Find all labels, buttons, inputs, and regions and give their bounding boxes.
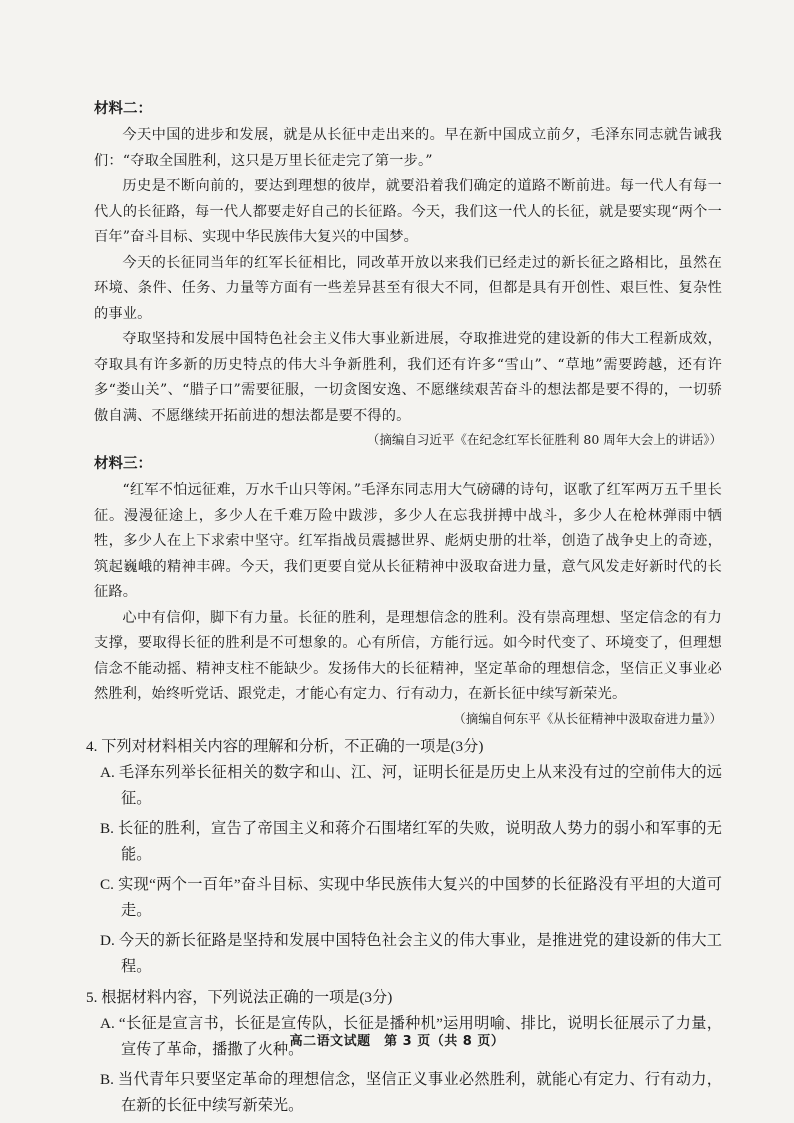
page-footer: 高二语文试题 第 3 页（共 8 页） <box>289 1034 505 1049</box>
material-two-source: （摘编自习近平《在纪念红军长征胜利 80 周年大会上的讲话》） <box>366 432 722 447</box>
material-three-section <box>94 453 722 730</box>
material-two-section <box>94 98 722 451</box>
material-two-paragraph: 夺取坚持和发展中国特色社会主义伟大事业新进展，夺取推进党的建设新的伟大工程新成效，夺取具有许多新的历史特点的伟大斗争新胜利，我们还有许多“雪山”、“草地”需要跨越，还有许多“娄山关”、“腊子口”需要征服，一切贪图安逸、不愿继续艰苦奋斗的想法都是要不得的，一切骄傲自满、不愿继续开拓前进的想法都是要不得的。 <box>94 331 722 424</box>
exam-page <box>86 98 722 1123</box>
question-five-option-b: B. 当代青年只要坚定革命的理想信念，坚信正义事业必然胜利，就能心有定力、行有动力，在新的长征中续写新荣光。 <box>100 1070 722 1114</box>
question-five-option-a: A. “长征是宣言书，长征是宣传队，长征是播种机”运用明喻、排比，说明长征展示了力量，宣传了革命，播撒了火种。 <box>100 1014 722 1058</box>
material-three-heading: 材料三： <box>94 456 152 472</box>
question-five-stem: 5. 根据材料内容，下列说法正确的一项是(3分) <box>86 988 393 1006</box>
question-four <box>86 734 722 981</box>
material-two-paragraph: 今天的长征同当年的红军长征相比，同改革开放以来我们已经走过的新长征之路相比，虽然在环境、条件、任务、力量等方面有一些差异甚至有很大不同，但都是具有开创性、艰巨性、复杂性的事业。 <box>94 254 722 322</box>
material-two-paragraph: 今天中国的进步和发展，就是从长征中走出来的。早在新中国成立前夕，毛泽东同志就告诫我们：“夺取全国胜利，这只是万里长征走完了第一步。” <box>94 127 722 169</box>
material-three-paragraph: 心中有信仰，脚下有力量。长征的胜利，是理想信念的胜利。没有崇高理想、坚定信念的有力支撑，要取得长征的胜利是不可想象的。心有所信，方能行远。如今时代变了、环境变了，但理想信念不能动摇、精神支柱不能缺少。发扬伟大的长征精神，坚定革命的理想信念，坚信正义事业必然胜利，始终听党话、跟党走，才能心有定力、行有动力，在新长征中续写新荣光。 <box>94 609 722 702</box>
material-two-paragraph: 历史是不断向前的，要达到理想的彼岸，就要沿着我们确定的道路不断前进。每一代人有每一代人的长征路，每一代人都要走好自己的长征路。今天，我们这一代人的长征，就是要实现“两个一百年”奋斗目标、实现中华民族伟大复兴的中国梦。 <box>94 178 722 245</box>
material-three-paragraph: “红军不怕远征难，万水千山只等闲。”毛泽东同志用大气磅礴的诗句，讴歌了红军两万五千里长征。漫漫征途上，多少人在千难万险中跋涉，多少人在忘我拼搏中战斗，多少人在枪林弹雨中牺牲，多少人在上下求索中坚守。红军指战员震撼世界、彪炳史册的壮举，创造了战争史上的奇迹，筑起巍峨的精神丰碑。今天，我们更要自觉从长征精神中汲取奋进力量，意气风发走好新时代的长征路。 <box>94 482 722 600</box>
material-three-source: （摘编自何东平《从长征精神中汲取奋进力量》） <box>453 710 722 726</box>
question-five <box>86 985 722 1120</box>
question-four-option-d: D. 今天的新长征路是坚持和发展中国特色社会主义的伟大事业，是推进党的建设新的伟大工程。 <box>100 931 722 975</box>
question-four-stem: 4. 下列对材料相关内容的理解和分析，不正确的一项是(3分) <box>86 737 484 755</box>
question-four-option-c: C. 实现“两个一百年”奋斗目标、实现中华民族伟大复兴的中国梦的长征路没有平坦的大道可走。 <box>100 875 722 919</box>
material-two-heading: 材料二： <box>94 101 152 117</box>
question-four-option-a: A. 毛泽东列举长征相关的数字和山、江、河，证明长征是历史上从来没有过的空前伟大的远征。 <box>100 763 722 807</box>
question-four-option-b: B. 长征的胜利，宣告了帝国主义和蒋介石围堵红军的失败，说明敌人势力的弱小和军事的无能。 <box>100 819 722 863</box>
